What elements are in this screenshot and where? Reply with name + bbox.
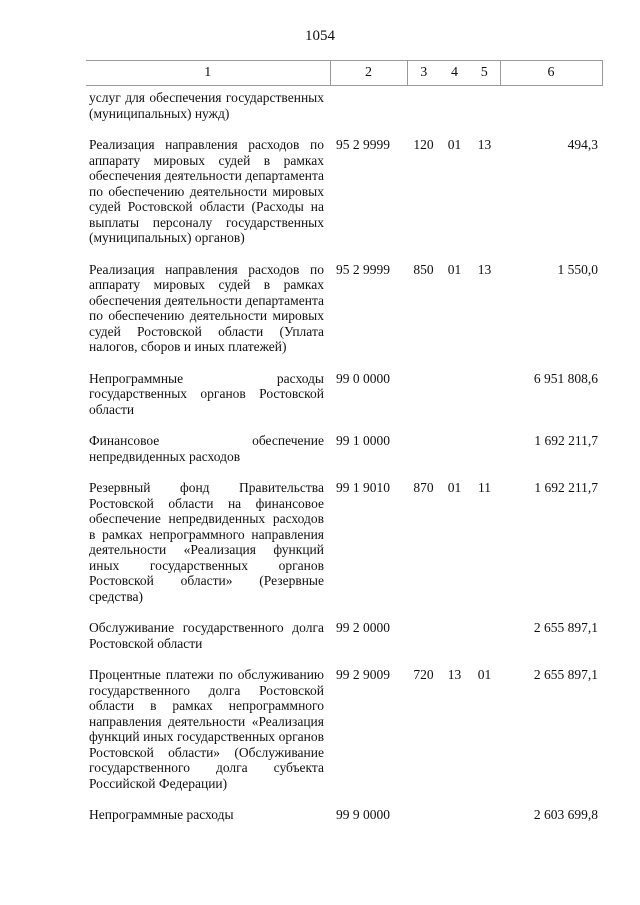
row-name: Обслуживание государственного долга Ростовской области <box>89 620 324 651</box>
table-row <box>86 137 602 262</box>
row-code: 99 1 0000 <box>336 433 390 448</box>
row-rz: 13 <box>447 667 462 682</box>
row-code: 99 2 9009 <box>336 667 390 682</box>
table-row <box>86 371 602 434</box>
row-name: Непрограммные расходы государственных органов Ростовской области <box>89 370 324 417</box>
row-pr <box>469 433 500 480</box>
table-row <box>86 86 602 138</box>
row-rz: 01 <box>447 261 462 277</box>
row-sum <box>500 86 602 138</box>
header-col-2: 2 <box>330 61 407 86</box>
row-code: 99 2 0000 <box>336 620 390 635</box>
row-rz <box>440 433 469 480</box>
table-body <box>86 86 602 839</box>
row-sum: 1 550,0 <box>557 261 598 277</box>
row-rz <box>440 807 469 839</box>
row-vr: 120 <box>413 137 434 152</box>
row-name: услуг для обеспечения государственных (муниципальных) нужд) <box>89 90 324 121</box>
row-sum: 1 692 211,7 <box>534 480 598 495</box>
row-sum: 2 655 897,1 <box>533 667 598 682</box>
header-row <box>86 61 602 86</box>
row-sum: 494,3 <box>567 137 598 152</box>
header-col-4: 4 <box>440 61 469 86</box>
table-header <box>86 61 602 86</box>
row-pr <box>469 371 500 434</box>
table-row <box>86 620 602 667</box>
row-vr <box>407 620 440 667</box>
row-vr <box>407 807 440 839</box>
row-code: 99 0 0000 <box>336 370 390 386</box>
row-vr: 870 <box>413 480 434 495</box>
row-pr: 13 <box>477 261 492 277</box>
row-vr: 850 <box>413 261 434 277</box>
row-rz: 01 <box>447 137 462 152</box>
row-code: 95 2 9999 <box>336 137 390 152</box>
row-code <box>330 86 407 138</box>
row-pr: 13 <box>477 137 492 152</box>
row-sum: 2 603 699,8 <box>533 807 598 822</box>
row-pr <box>469 807 500 839</box>
row-name: Финансовое обеспечение непредвиденных расходов <box>89 433 324 464</box>
row-rz <box>440 371 469 434</box>
budget-table <box>86 60 603 839</box>
row-pr <box>469 620 500 667</box>
header-col-1: 1 <box>86 61 330 86</box>
row-pr <box>469 86 500 138</box>
row-sum: 6 951 808,6 <box>533 370 598 386</box>
row-name: Непрограммные расходы <box>89 807 234 822</box>
table-row <box>86 807 602 839</box>
row-name: Процентные платежи по обслуживанию государственного долга Ростовской области в рамках непрограммного направления деятельности «Реализация функций иных государственных органов Ростовской области» (Обслуживание государственного долга субъекта Российской Федерации) <box>89 667 324 791</box>
row-pr: 01 <box>477 667 492 682</box>
row-name: Реализация направления расходов по аппарату мировых судей в рамках обеспечения деятельности департамента по обеспечению деятельности мировых судей Ростовской области (Уплата налогов, сборов и иных платежей) <box>89 261 324 354</box>
row-rz <box>440 620 469 667</box>
header-col-6: 6 <box>500 61 602 86</box>
table-row <box>86 262 602 371</box>
row-rz: 01 <box>447 480 462 495</box>
row-pr: 11 <box>478 480 491 495</box>
row-code: 99 9 0000 <box>336 807 390 822</box>
row-vr <box>407 433 440 480</box>
row-name: Резервный фонд Правительства Ростовской области на финансовое обеспечение непредвиденных расходов в рамках непрограммного направления деятельности «Реализация функций иных государственных органов Ростовской области» (Резервные средства) <box>89 480 324 604</box>
table-row <box>86 667 602 807</box>
row-code: 95 2 9999 <box>336 261 390 277</box>
row-vr <box>407 86 440 138</box>
row-vr <box>407 371 440 434</box>
table-row <box>86 480 602 620</box>
row-rz <box>440 86 469 138</box>
header-col-5: 5 <box>469 61 500 86</box>
row-code: 99 1 9010 <box>336 480 390 495</box>
row-sum: 2 655 897,1 <box>533 620 598 635</box>
row-name: Реализация направления расходов по аппарату мировых судей в рамках обеспечения деятельности департамента по обеспечению деятельности мировых судей Ростовской области (Расходы на выплаты персоналу государственных (муниципальных) органов) <box>89 137 324 245</box>
page-number: 1054 <box>305 28 335 44</box>
row-vr: 720 <box>413 667 434 682</box>
row-sum: 1 692 211,7 <box>534 433 598 448</box>
table-row <box>86 433 602 480</box>
header-col-3: 3 <box>407 61 440 86</box>
